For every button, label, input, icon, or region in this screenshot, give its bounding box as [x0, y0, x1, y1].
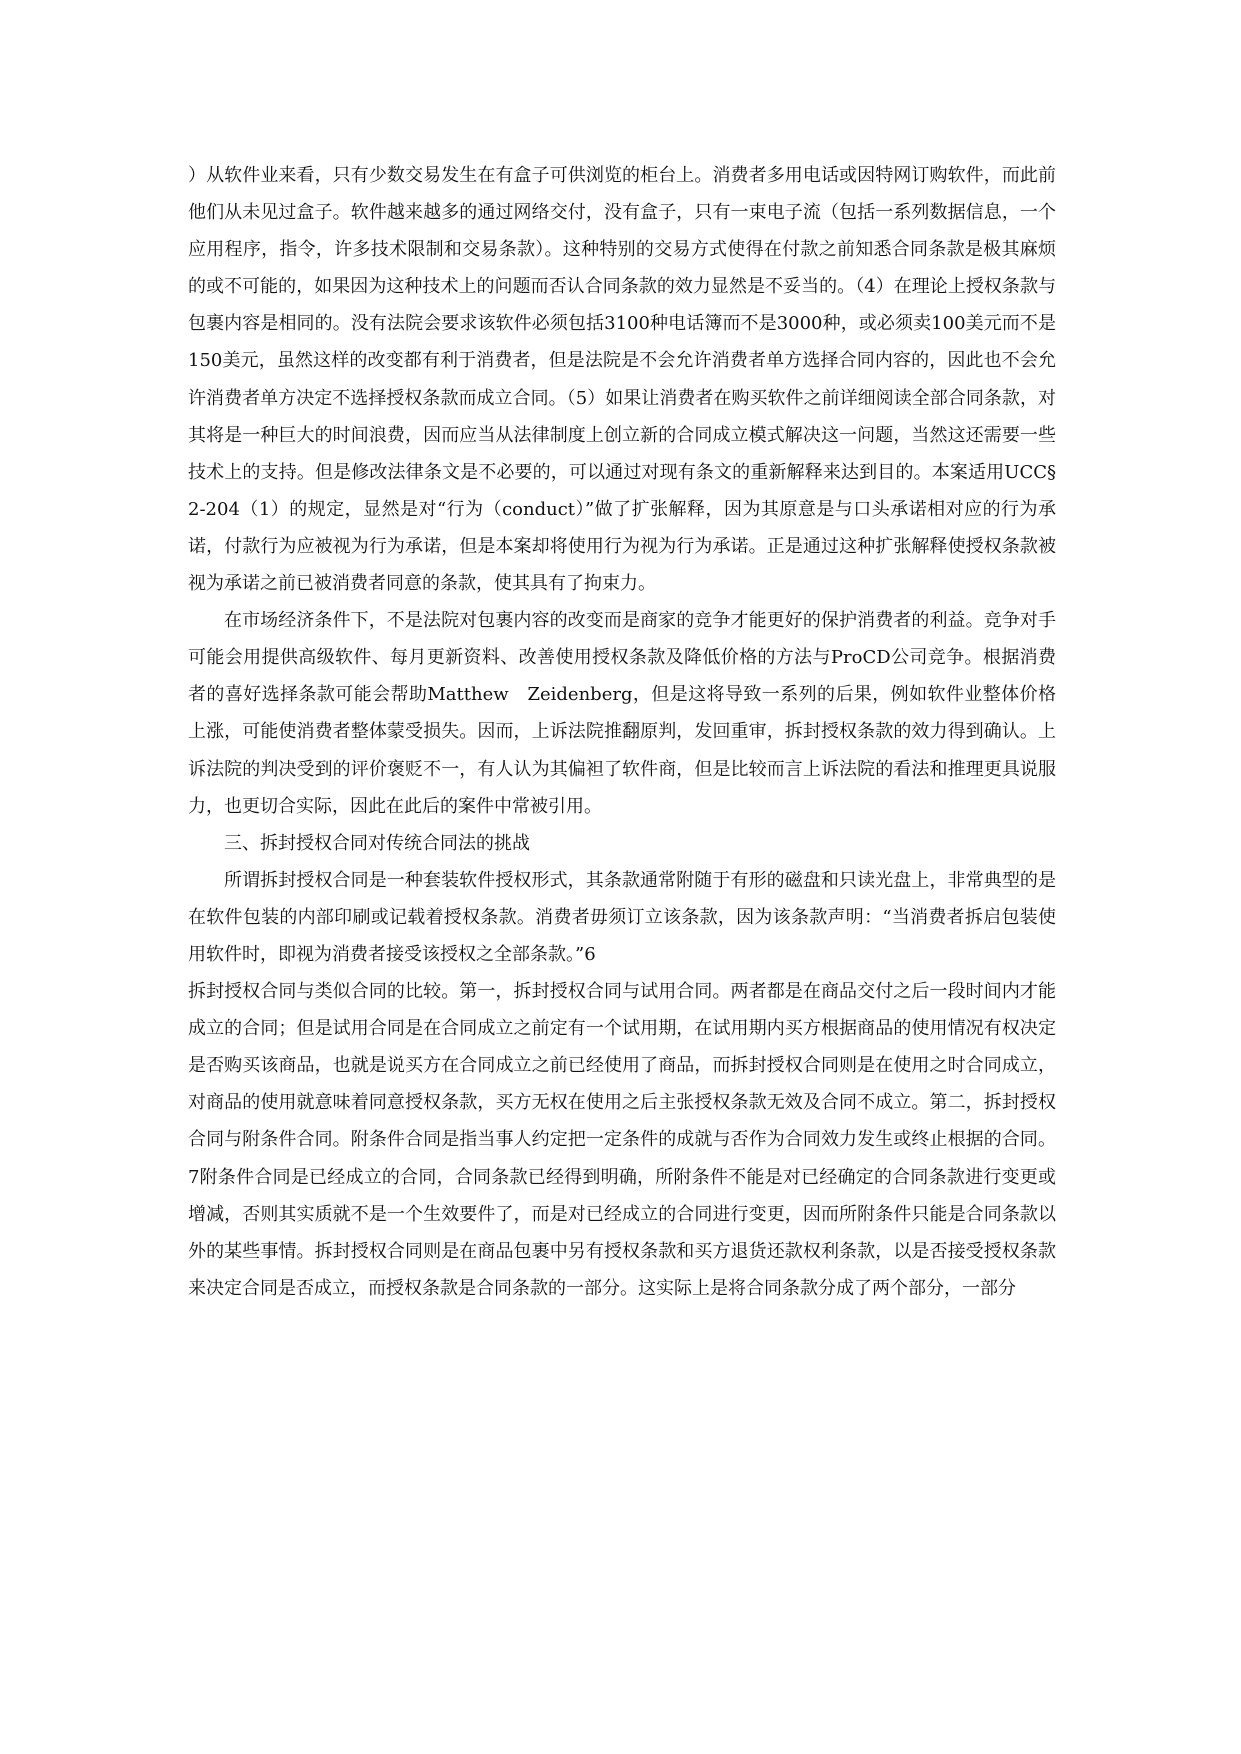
paragraph-definition: 所谓拆封授权合同是一种套装软件授权形式，其条款通常附随于有形的磁盘和只读光盘上，非常典型的是在软件包装的内部印刷或记载着授权条款。消费者毋须订立该条款，因为该条款声明：“当消费者拆启包装使用软件时，即视为消费者接受该授权之全部条款。”6	[188, 869, 1056, 965]
paragraph-case-reasoning: ）从软件业来看，只有少数交易发生在有盒子可供浏览的柜台上。消费者多用电话或因特网订购软件，而此前他们从未见过盒子。软件越来越多的通过网络交付，没有盒子，只有一束电子流（包括一系列数据信息，一个应用程序，指令，许多技术限制和交易条款）。这种特别的交易方式使得在付款之前知悉合同条款是极其麻烦的或不可能的，如果因为这种技术上的问题而否认合同条款的效力显然是不妥当的。（4）在理论上授权条款与包裹内容是相同的。没有法院会要求该软件必须包括3100种电话簿而不是3000种，或必须卖100美元而不是150美元，虽然这样的改变都有利于消费者，但是法院是不会允许消费者单方选择合同内容的，因此也不会允许消费者单方决定不选择授权条款而成立合同。（5）如果让消费者在购买软件之前详细阅读全部合同条款，对其将是一种巨大的时间浪费，因而应当从法律制度上创立新的合同成立模式解决这一问题，当然这还需要一些技术上的支持。但是修改法律条文是不必要的，可以通过对现有条文的重新解释来达到目的。本案适用UCC§2-204（1）的规定，显然是对“行为（conduct）”做了扩张解释，因为其原意是与口头承诺相对应的行为承诺，付款行为应被视为行为承诺，但是本案却将使用行为视为行为承诺。正是通过这种扩张解释使授权条款被视为承诺之前已被消费者同意的条款，使其具有了拘束力。	[188, 165, 1056, 595]
paragraph-comparison: 拆封授权合同与类似合同的比较。第一，拆封授权合同与试用合同。两者都是在商品交付之后一段时间内才能成立的合同；但是试用合同是在合同成立之前定有一个试用期，在试用期内买方根据商品的使用情况有权决定是否购买该商品，也就是说买方在合同成立之前已经使用了商品，而拆封授权合同则是在使用之时合同成立，对商品的使用就意味着同意授权条款，买方无权在使用之后主张授权条款无效及合同不成立。第二，拆封授权合同与附条件合同。附条件合同是指当事人约定把一定条件的成就与否作为合同效力发生或终止根据的合同。7附条件合同是已经成立的合同，合同条款已经得到明确，所附条件不能是对已经确定的合同条款进行变更或增减，否则其实质就不是一个生效要件了，而是对已经成立的合同进行变更，因而所附条件只能是合同条款以外的某些事情。拆封授权合同则是在商品包裹中另有授权条款和买方退货还款权利条款，以是否接受授权条款来决定合同是否成立，而授权条款是合同条款的一部分。这实际上是将合同条款分成了两个部分，一部分	[188, 981, 1056, 1299]
section-heading: 三、拆封授权合同对传统合同法的挑战	[224, 832, 530, 854]
document-body	[188, 157, 1056, 1307]
paragraph-market-competition: 在市场经济条件下，不是法院对包裹内容的改变而是商家的竞争才能更好的保护消费者的利益。竞争对手可能会用提供高级软件、每月更新资料、改善使用授权条款及降低价格的方法与ProCD公司竞争。根据消费者的喜好选择条款可能会帮助Matthew Zeidenberg，但是这将导致一系列的后果，例如软件业整体价格上涨，可能使消费者整体蒙受损失。因而，上诉法院推翻原判，发回重审，拆封授权条款的效力得到确认。上诉法院的判决受到的评价褒贬不一，有人认为其偏袒了软件商，但是比较而言上诉法院的看法和推理更具说服力，也更切合实际，因此在此后的案件中常被引用。	[188, 610, 1056, 817]
